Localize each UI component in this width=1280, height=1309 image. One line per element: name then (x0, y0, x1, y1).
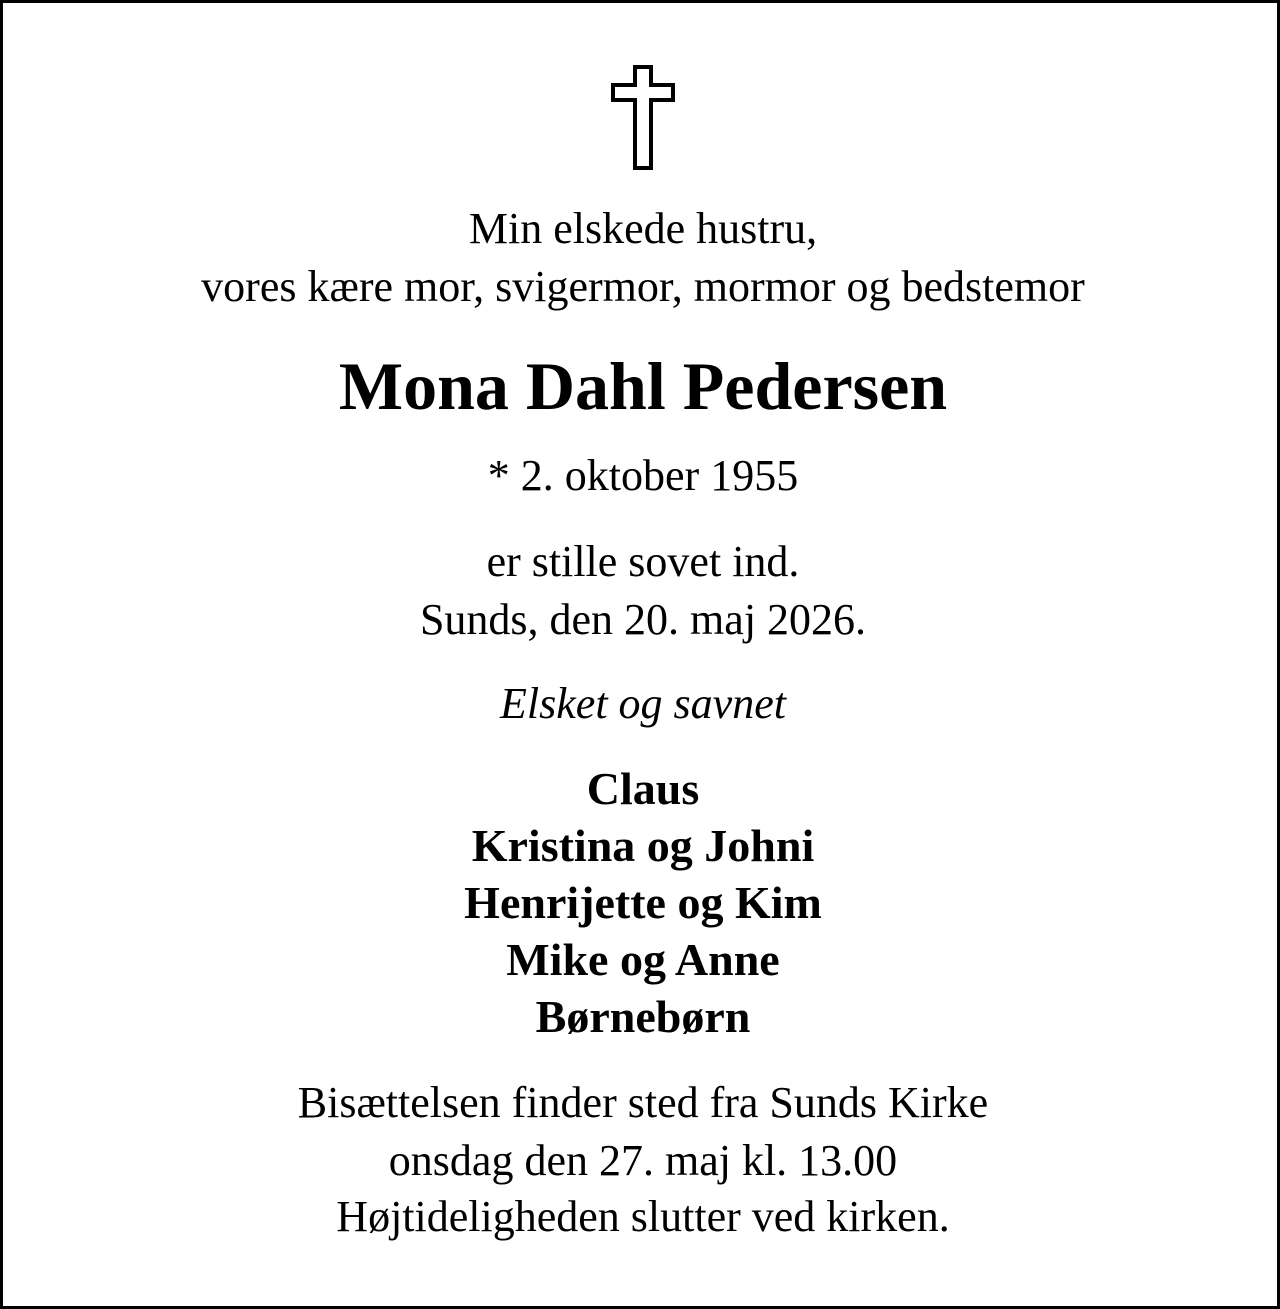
intro-line-1: Min elskede hustru, (468, 204, 818, 253)
deceased-name: Mona Dahl Pedersen (338, 348, 948, 424)
signer-1: Claus (586, 763, 700, 814)
service-line-2: onsdag den 27. maj kl. 13.00 (388, 1136, 898, 1185)
signer-2: Kristina og Johni (471, 820, 815, 871)
passing-line-2: Sunds, den 20. maj 2026. (419, 595, 867, 644)
intro-line-2: vores kære mor, svigermor, mormor og bedstemor (201, 262, 1085, 311)
birth-date: * 2. oktober 1955 (487, 451, 799, 500)
service-line-1: Bisættelsen finder sted fra Sunds Kirke (297, 1078, 989, 1127)
tagline: Elsket og savnet (500, 679, 786, 728)
service-line-3: Højtideligheden slutter ved kirken. (336, 1192, 950, 1241)
passing-line-1: er stille sovet ind. (486, 537, 800, 586)
signer-5: Børnebørn (535, 991, 751, 1042)
cross-icon (610, 65, 676, 171)
signer-3: Henrijette og Kim (464, 877, 822, 928)
signer-4: Mike og Anne (506, 934, 780, 985)
